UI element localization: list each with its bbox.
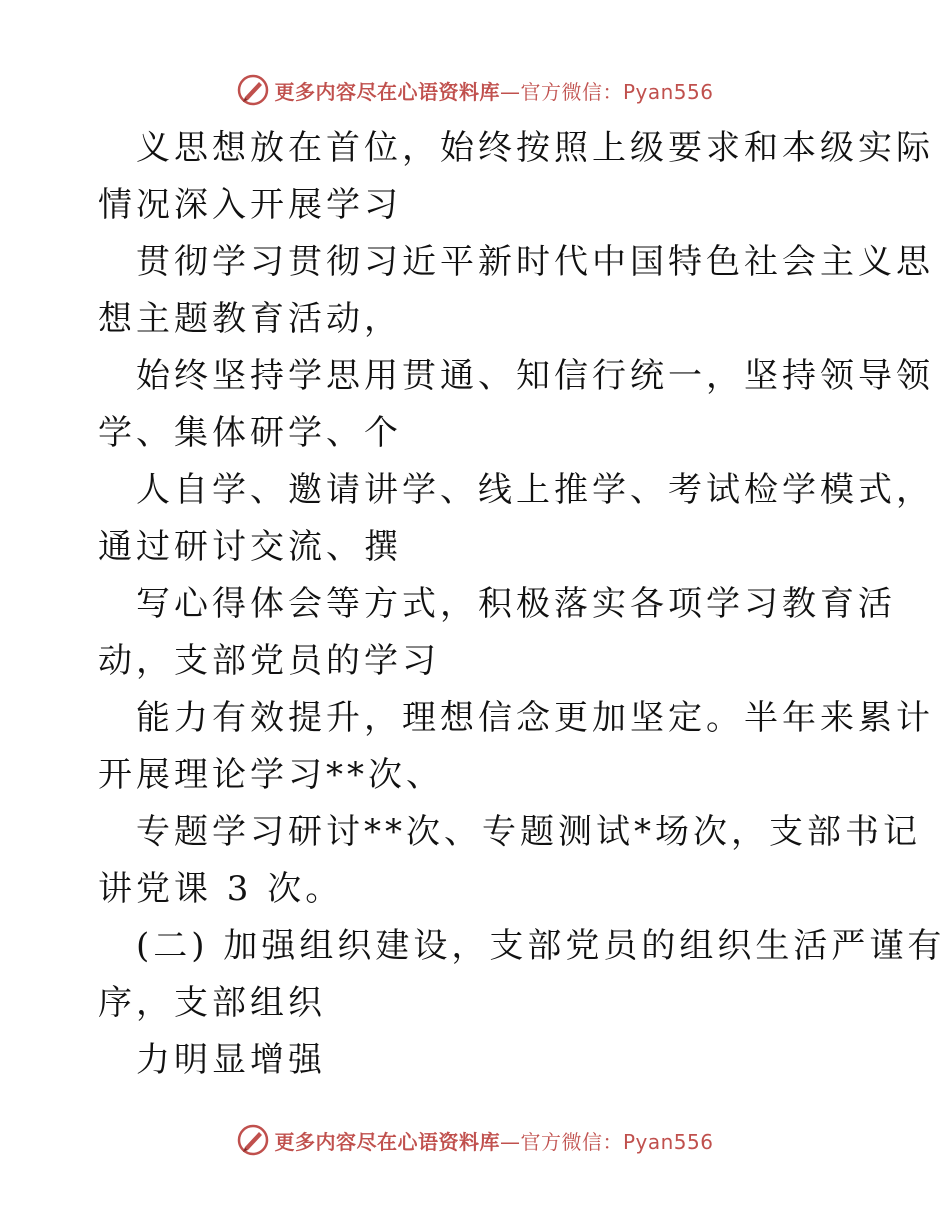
- paragraph-line: 开展理论学习**次、: [98, 755, 444, 795]
- footer-watermark: [0, 1120, 950, 1160]
- paragraph: [98, 120, 934, 234]
- paragraph: [98, 462, 934, 576]
- paragraph: [98, 576, 896, 690]
- paragraph-line: 学、集体研学、个: [98, 413, 402, 453]
- paragraph-line: 想主题教育活动，: [98, 299, 402, 339]
- paragraph: [98, 348, 934, 462]
- paragraph-line: 序，支部组织: [98, 983, 326, 1023]
- watermark-text: [274, 1126, 713, 1155]
- paragraph-line: 通过研讨交流、撰: [98, 527, 402, 567]
- document-body: [98, 120, 946, 1089]
- paragraph-line: 写心得体会等方式，积极落实各项学习教育活: [136, 584, 896, 624]
- paragraph-line: 能力有效提升，理想信念更加坚定。半年来累计: [136, 698, 934, 738]
- watermark-text: [274, 76, 713, 105]
- header-watermark: [0, 70, 950, 110]
- paragraph-line: 贯彻学习贯彻习近平新时代中国特色社会主义思: [136, 242, 934, 282]
- paragraph: [98, 234, 934, 348]
- watermark-suffix: 官方微信：Pyan556: [520, 79, 714, 104]
- watermark-dash: —: [499, 1129, 521, 1154]
- paragraph-line: 义思想放在首位，始终按照上级要求和本级实际: [136, 128, 934, 168]
- paragraph-line: (二) 加强组织建设，支部党员的组织生活严谨有: [136, 926, 946, 966]
- paragraph-line: 动，支部党员的学习: [98, 641, 440, 681]
- paragraph-line: 始终坚持学思用贯通、知信行统一，坚持领导领: [136, 356, 934, 396]
- watermark-main: 更多内容尽在心语资料库: [274, 79, 500, 104]
- paragraph: [98, 690, 934, 804]
- paragraph-line: 人自学、邀请讲学、线上推学、考试检学模式，: [136, 470, 934, 510]
- pen-logo-icon: [236, 1123, 270, 1157]
- paragraph: [98, 804, 921, 918]
- pen-logo-icon: [236, 73, 270, 107]
- paragraph: [98, 918, 946, 1032]
- paragraph-line: 讲党课 3 次。: [98, 869, 344, 909]
- watermark-dash: —: [499, 79, 521, 104]
- paragraph-line: 力明显增强: [136, 1040, 326, 1080]
- watermark-suffix: 官方微信：Pyan556: [520, 1129, 714, 1154]
- paragraph: [98, 1032, 858, 1089]
- paragraph-line: 专题学习研讨**次、专题测试*场次，支部书记: [136, 812, 921, 852]
- paragraph-line: 情况深入开展学习: [98, 185, 402, 225]
- watermark-main: 更多内容尽在心语资料库: [274, 1129, 500, 1154]
